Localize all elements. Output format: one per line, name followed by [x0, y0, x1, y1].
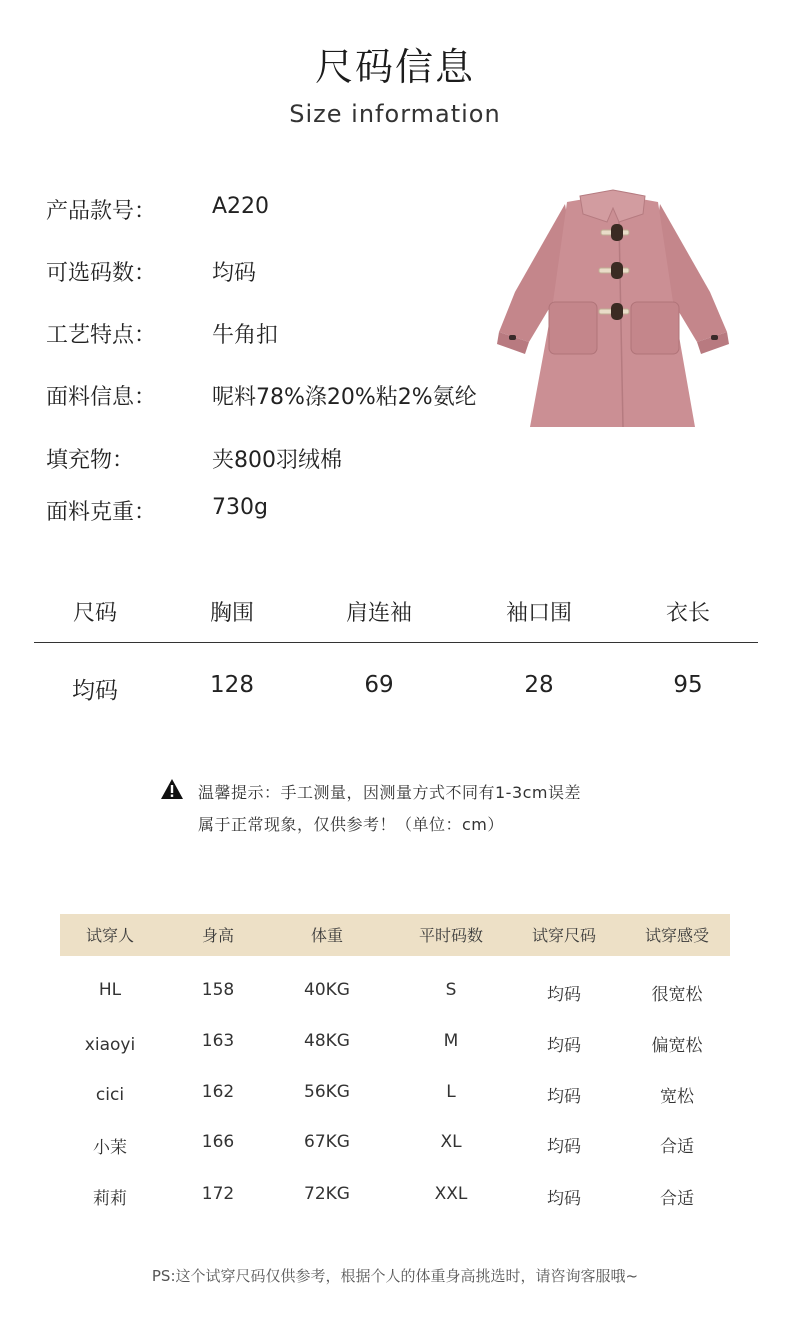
table-row-cell: 均码: [547, 985, 581, 1005]
pink-duffle-coat-image: [495, 182, 730, 432]
table-row-cell: 合适: [660, 1189, 694, 1209]
table-row-cell: S: [445, 980, 457, 1000]
table-row-cell: cici: [95, 1085, 125, 1105]
table-row-cell: 小茉: [93, 1138, 127, 1158]
warning-triangle-icon: [160, 778, 184, 800]
table-row-cell: XXL: [434, 1184, 468, 1204]
table-row-cell: 166: [201, 1132, 235, 1152]
table-row-cell: 56KG: [304, 1082, 350, 1102]
spec-label-weight: 面料克重：: [46, 500, 157, 525]
tryon-header-feeling: 试穿感受: [644, 926, 709, 945]
table-row-cell: M: [443, 1031, 459, 1051]
notice-line-1: 温馨提示：手工测量，因测量方式不同有1-3cm误差: [198, 783, 582, 802]
table-row-cell: 172: [201, 1184, 235, 1204]
table-row-cell: 均码: [547, 1189, 581, 1209]
table-row-cell: 40KG: [304, 980, 350, 1000]
size-cell-length: 95: [673, 672, 703, 698]
tryon-header-person: 试穿人: [85, 926, 134, 945]
spec-value-style-no: A220: [212, 194, 270, 219]
size-header-length: 衣长: [665, 601, 710, 626]
tryon-header-tried-size: 试穿尺码: [531, 926, 596, 945]
spec-value-fabric: 呢料78%涤20%粘2%氨纶: [212, 385, 477, 410]
table-row-cell: HL: [98, 980, 122, 1000]
table-row-cell: 均码: [547, 1087, 581, 1107]
size-cell-size: 均码: [72, 678, 118, 704]
table-row-cell: 偏宽松: [651, 1036, 703, 1056]
table-row-cell: XL: [440, 1132, 462, 1152]
table-row-cell: 72KG: [304, 1184, 350, 1204]
table-row-cell: 163: [201, 1031, 235, 1051]
table-row-cell: xiaoyi: [84, 1035, 136, 1055]
table-row-cell: 48KG: [304, 1031, 350, 1051]
spec-value-filling: 夹800羽绒棉: [212, 448, 342, 473]
page-title: 尺码信息: [314, 45, 475, 89]
page-subtitle: Size information: [289, 100, 501, 128]
spec-label-sizes: 可选码数：: [46, 261, 157, 286]
table-row-cell: 均码: [547, 1137, 581, 1157]
size-header-size: 尺码: [72, 601, 117, 626]
spec-value-weight: 730g: [212, 495, 268, 520]
table-row-cell: 67KG: [304, 1132, 350, 1152]
size-header-cuff: 袖口围: [505, 601, 572, 626]
table-row-cell: 162: [201, 1082, 235, 1102]
spec-label-fabric: 面料信息：: [46, 385, 157, 410]
spec-label-craft: 工艺特点：: [46, 323, 157, 348]
footer-ps-note: PS:这个试穿尺码仅供参考，根据个人的体重身高挑选时，请咨询客服哦~: [151, 1267, 639, 1285]
table-row-cell: 宽松: [660, 1087, 694, 1107]
size-header-sleeve: 肩连袖: [345, 601, 412, 626]
table-row-cell: 158: [201, 980, 235, 1000]
tryon-header-weight: 体重: [310, 926, 343, 945]
size-cell-sleeve: 69: [364, 672, 394, 698]
table-row-cell: 莉莉: [93, 1189, 127, 1209]
table-row-cell: 很宽松: [651, 985, 703, 1005]
tryon-header-height: 身高: [201, 926, 234, 945]
size-cell-cuff: 28: [524, 672, 554, 698]
spec-label-filling: 填充物：: [46, 448, 135, 473]
size-table-divider: [34, 642, 758, 643]
spec-value-sizes: 均码: [212, 261, 257, 286]
table-row-cell: 合适: [660, 1137, 694, 1157]
spec-label-style-no: 产品款号：: [46, 199, 157, 224]
notice-line-2: 属于正常现象，仅供参考！（单位：cm）: [198, 815, 504, 834]
spec-value-craft: 牛角扣: [212, 323, 279, 348]
size-cell-chest: 128: [210, 672, 254, 698]
table-row-cell: 均码: [547, 1036, 581, 1056]
table-row-cell: L: [446, 1082, 456, 1102]
size-header-chest: 胸围: [209, 601, 254, 626]
tryon-header-usual-size: 平时码数: [418, 926, 483, 945]
